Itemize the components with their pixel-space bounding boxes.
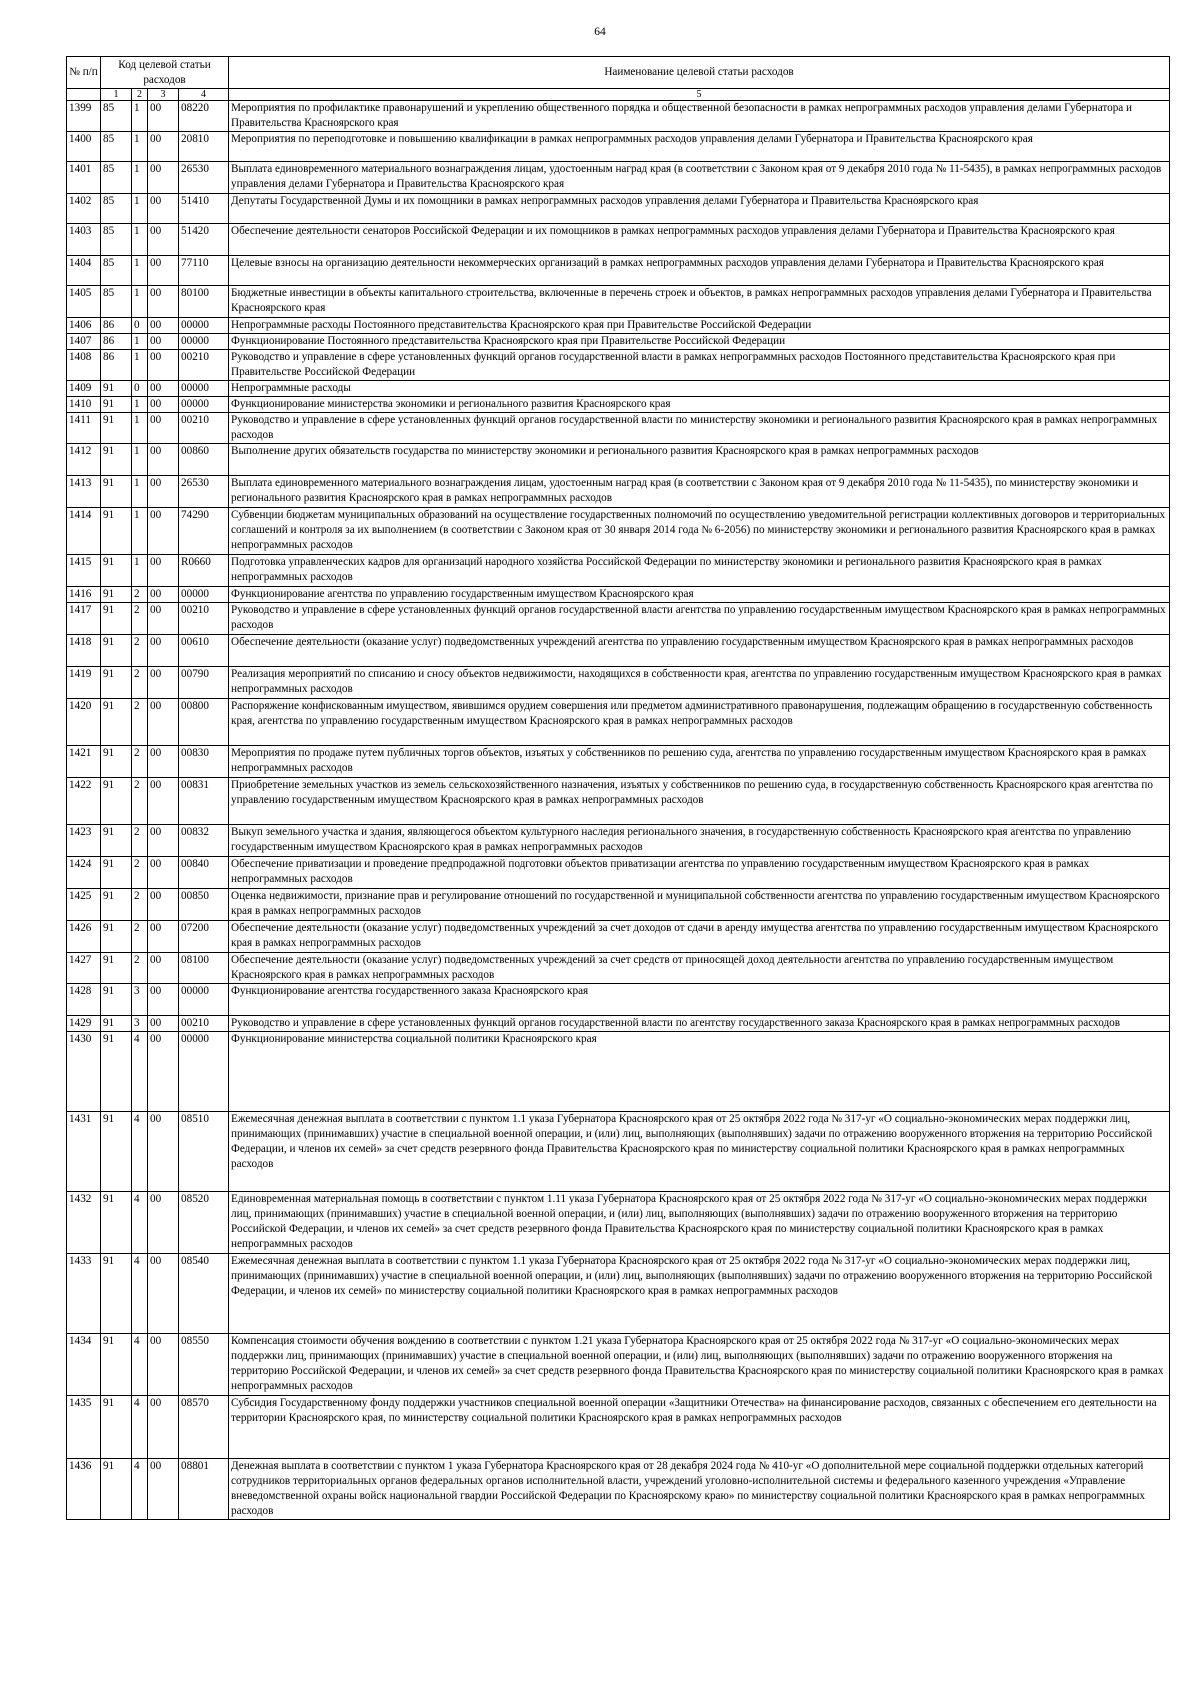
code-part-2: 4	[132, 1254, 148, 1334]
code-part-1: 91	[101, 1032, 132, 1112]
header-colnum-3: 3	[148, 89, 179, 101]
header-colnum-5: 5	[229, 89, 1170, 101]
expense-name: Выполнение других обязательств государства по министерству экономики и регионального развития Красноярского края в рамках непрограммных расходов	[229, 444, 1170, 476]
code-part-1: 91	[101, 397, 132, 413]
row-number: 1407	[67, 334, 101, 350]
row-number: 1420	[67, 699, 101, 746]
row-number: 1434	[67, 1334, 101, 1396]
expense-name: Субсидия Государственному фонду поддержки участников специальной военной операции «Защитники Отечества» на финансирование расходов, связанных с обеспечением его деятельности на территории Красноярского края, по министерству социальной политики Красноярского края в рамках непрограммных расходов	[229, 1396, 1170, 1459]
code-part-4: R0660	[179, 555, 229, 587]
code-part-1: 85	[101, 162, 132, 194]
code-part-1: 91	[101, 1016, 132, 1032]
table-row	[67, 921, 1170, 953]
table-row	[67, 1016, 1170, 1032]
code-part-2: 1	[132, 413, 148, 444]
expense-name: Функционирование министерства экономики и регионального развития Красноярского края	[229, 397, 1170, 413]
expense-name: Обеспечение приватизации и проведение предпродажной подготовки объектов приватизации агентства по управлению государственным имуществом Красноярского края в рамках непрограммных расходов	[229, 857, 1170, 889]
row-number: 1421	[67, 746, 101, 778]
code-part-3: 00	[148, 667, 179, 699]
code-part-3: 00	[148, 1112, 179, 1192]
table-row	[67, 508, 1170, 555]
expense-name: Мероприятия по продаже путем публичных торгов объектов, изъятых у собственников по решению суда, агентства по управлению государственным имуществом Красноярского края в рамках непрограммных расходов	[229, 746, 1170, 778]
code-part-3: 00	[148, 778, 179, 825]
row-number: 1431	[67, 1112, 101, 1192]
code-part-2: 1	[132, 162, 148, 194]
expense-name: Выплата единовременного материального вознаграждения лицам, удостоенным наград края (в соответствии с Законом края от 9 декабря 2010 года № 11-5435), в рамках непрограммных расходов управления делами Губернатора и Правительства Красноярского края	[229, 162, 1170, 194]
expense-name: Оценка недвижимости, признание прав и регулирование отношений по государственной и муниципальной собственности агентства по управлению государственным имуществом Красноярского края в рамках непрограммных расходов	[229, 889, 1170, 921]
row-number: 1400	[67, 132, 101, 162]
expense-name: Депутаты Государственной Думы и их помощники в рамках непрограммных расходов управления делами Губернатора и Правительства Красноярского края	[229, 194, 1170, 224]
table-row	[67, 857, 1170, 889]
code-part-1: 91	[101, 555, 132, 587]
code-part-2: 2	[132, 635, 148, 667]
code-part-3: 00	[148, 318, 179, 334]
code-part-3: 00	[148, 746, 179, 778]
table-row	[67, 1459, 1170, 1520]
row-number: 1417	[67, 603, 101, 635]
table-row	[67, 350, 1170, 381]
expense-name: Субвенции бюджетам муниципальных образований на осуществление государственных полномочий по осуществлению уведомительной регистрации коллективных договоров и территориальных соглашений и контроля за их выполнением (в соответствии с Законом края от 30 января 2014 года № 6-2056) по министерству экономики и регионального развития Красноярского края в рамках непрограммных расходов	[229, 508, 1170, 555]
code-part-2: 1	[132, 555, 148, 587]
table-row	[67, 825, 1170, 857]
table-row	[67, 778, 1170, 825]
code-part-2: 1	[132, 132, 148, 162]
code-part-2: 1	[132, 350, 148, 381]
row-number: 1436	[67, 1459, 101, 1520]
row-number: 1406	[67, 318, 101, 334]
table-row	[67, 953, 1170, 984]
row-number: 1435	[67, 1396, 101, 1459]
table-row	[67, 397, 1170, 413]
code-part-4: 00800	[179, 699, 229, 746]
code-part-2: 1	[132, 397, 148, 413]
expense-name: Руководство и управление в сфере установленных функций органов государственной власти по агентству государственного заказа Красноярского края в рамках непрограммных расходов	[229, 1016, 1170, 1032]
row-number: 1399	[67, 101, 101, 132]
expense-name: Ежемесячная денежная выплата в соответствии с пунктом 1.1 указа Губернатора Красноярского края от 25 октября 2022 года № 317-уг «О социально-экономических мерах поддержки лиц, принимающих (принимавших) участие в специальной военной операции, и (или) лиц, выполняющих (выполнявших) задачи по отражению вооруженного вторжения на территорию Российской Федерации, и членов их семей» по министерству социальной политики Красноярского края в рамках непрограммных расходов	[229, 1254, 1170, 1334]
code-part-4: 00210	[179, 1016, 229, 1032]
expense-name: Компенсация стоимости обучения вождению в соответствии с пунктом 1.21 указа Губернатора Красноярского края от 25 октября 2022 года № 317-уг «О социально-экономических мерах поддержки лиц, принимающих (принимавших) участие в специальной военной операции, и (или) лиц, выполняющих (выполнявших) задачи по отражению вооруженного вторжения на территорию Российской Федерации, и членов их семей» за счет средств резервного фонда Правительства Красноярского края по министерству социальной политики Красноярского края в рамках непрограммных расходов	[229, 1334, 1170, 1396]
code-part-3: 00	[148, 953, 179, 984]
code-part-2: 1	[132, 256, 148, 286]
code-part-4: 08570	[179, 1396, 229, 1459]
code-part-2: 1	[132, 194, 148, 224]
row-number: 1422	[67, 778, 101, 825]
code-part-2: 4	[132, 1396, 148, 1459]
code-part-3: 00	[148, 1334, 179, 1396]
row-number: 1405	[67, 286, 101, 318]
code-part-3: 00	[148, 1254, 179, 1334]
header-colnum-2: 2	[132, 89, 148, 101]
table-row	[67, 256, 1170, 286]
code-part-3: 00	[148, 889, 179, 921]
expense-name: Обеспечение деятельности (оказание услуг) подведомственных учреждений за счет средств от приносящей доход деятельности агентства по управлению государственным имуществом Красноярского края в рамках непрограммных расходов	[229, 953, 1170, 984]
code-part-3: 00	[148, 476, 179, 508]
code-part-1: 91	[101, 857, 132, 889]
code-part-3: 00	[148, 587, 179, 603]
code-part-3: 00	[148, 286, 179, 318]
table-row	[67, 699, 1170, 746]
expense-name: Реализация мероприятий по списанию и сносу объектов недвижимости, находящихся в собственности края, агентства по управлению государственным имуществом Красноярского края в рамках непрограммных расходов	[229, 667, 1170, 699]
row-number: 1416	[67, 587, 101, 603]
code-part-4: 00860	[179, 444, 229, 476]
code-part-4: 00210	[179, 603, 229, 635]
expense-name: Руководство и управление в сфере установленных функций органов государственной власти агентства по управлению государственным имуществом Красноярского края в рамках непрограммных расходов	[229, 603, 1170, 635]
code-part-3: 00	[148, 1192, 179, 1254]
row-number: 1432	[67, 1192, 101, 1254]
code-part-4: 00210	[179, 350, 229, 381]
table-row	[67, 667, 1170, 699]
code-part-1: 91	[101, 984, 132, 1016]
table-row	[67, 381, 1170, 397]
table-row	[67, 132, 1170, 162]
table-row	[67, 746, 1170, 778]
expense-name: Мероприятия по профилактике правонарушений и укреплению общественного порядка и общественной безопасности в рамках непрограммных расходов управления делами Губернатора и Правительства Красноярского края	[229, 101, 1170, 132]
page-number: 64	[594, 26, 606, 38]
code-part-2: 4	[132, 1334, 148, 1396]
code-part-3: 00	[148, 224, 179, 256]
code-part-3: 00	[148, 334, 179, 350]
code-part-3: 00	[148, 413, 179, 444]
table-row	[67, 318, 1170, 334]
code-part-4: 08801	[179, 1459, 229, 1520]
row-number: 1412	[67, 444, 101, 476]
code-part-1: 91	[101, 1254, 132, 1334]
table-row	[67, 635, 1170, 667]
code-part-1: 91	[101, 587, 132, 603]
code-part-3: 00	[148, 555, 179, 587]
code-part-1: 91	[101, 1192, 132, 1254]
code-part-4: 08540	[179, 1254, 229, 1334]
header-code: Код целевой статьи расходов	[101, 57, 229, 89]
row-number: 1427	[67, 953, 101, 984]
code-part-3: 00	[148, 635, 179, 667]
header-colnum-1: 1	[101, 89, 132, 101]
expense-name: Обеспечение деятельности (оказание услуг) подведомственных учреждений агентства по управлению государственным имуществом Красноярского края в рамках непрограммных расходов	[229, 635, 1170, 667]
table-row	[67, 1334, 1170, 1396]
code-part-3: 00	[148, 397, 179, 413]
table-row	[67, 984, 1170, 1016]
code-part-2: 2	[132, 857, 148, 889]
expense-name: Функционирование агентства государственного заказа Красноярского края	[229, 984, 1170, 1016]
table-row	[67, 1192, 1170, 1254]
row-number: 1428	[67, 984, 101, 1016]
header-colnum-4: 4	[179, 89, 229, 101]
budget-table	[66, 56, 1170, 1520]
code-part-3: 00	[148, 857, 179, 889]
code-part-2: 2	[132, 953, 148, 984]
header-column-numbers	[67, 89, 1170, 101]
code-part-2: 1	[132, 334, 148, 350]
expense-name: Функционирование министерства социальной политики Красноярского края	[229, 1032, 1170, 1112]
row-number: 1415	[67, 555, 101, 587]
code-part-2: 2	[132, 699, 148, 746]
row-number: 1402	[67, 194, 101, 224]
code-part-1: 91	[101, 444, 132, 476]
row-number: 1403	[67, 224, 101, 256]
code-part-1: 91	[101, 1396, 132, 1459]
code-part-4: 08510	[179, 1112, 229, 1192]
code-part-2: 3	[132, 984, 148, 1016]
code-part-3: 00	[148, 1016, 179, 1032]
expense-name: Целевые взносы на организацию деятельности некоммерческих организаций в рамках непрограммных расходов управления делами Губернатора и Правительства Красноярского края	[229, 256, 1170, 286]
table-row	[67, 286, 1170, 318]
row-number: 1433	[67, 1254, 101, 1334]
code-part-1: 91	[101, 413, 132, 444]
code-part-2: 3	[132, 1016, 148, 1032]
table-row	[67, 334, 1170, 350]
code-part-2: 2	[132, 603, 148, 635]
row-number: 1425	[67, 889, 101, 921]
table-row	[67, 413, 1170, 444]
code-part-2: 2	[132, 667, 148, 699]
code-part-4: 74290	[179, 508, 229, 555]
header-colnum-0	[67, 89, 101, 101]
row-number: 1408	[67, 350, 101, 381]
table-row	[67, 162, 1170, 194]
code-part-1: 86	[101, 318, 132, 334]
code-part-2: 1	[132, 286, 148, 318]
code-part-4: 00000	[179, 1032, 229, 1112]
code-part-3: 00	[148, 1032, 179, 1112]
header-name: Наименование целевой статьи расходов	[229, 57, 1170, 89]
code-part-1: 91	[101, 778, 132, 825]
code-part-1: 91	[101, 508, 132, 555]
code-part-1: 85	[101, 194, 132, 224]
code-part-2: 0	[132, 318, 148, 334]
code-part-1: 85	[101, 286, 132, 318]
row-number: 1414	[67, 508, 101, 555]
table-body	[67, 101, 1170, 1520]
code-part-2: 1	[132, 476, 148, 508]
expense-name: Руководство и управление в сфере установленных функций органов государственной власти по министерству экономики и регионального развития Красноярского края в рамках непрограммных расходов	[229, 413, 1170, 444]
code-part-1: 86	[101, 334, 132, 350]
code-part-3: 00	[148, 921, 179, 953]
expense-name: Единовременная материальная помощь в соответствии с пунктом 1.11 указа Губернатора Красноярского края от 25 октября 2022 года № 317-уг «О социально-экономических мерах поддержки лиц, принимающих (принимавших) участие в специальной военной операции, и (или) лиц, выполняющих (выполнявших) задачи по отражению вооруженного вторжения на территорию Российской Федерации, и членов их семей» за счет средств резервного фонда Правительства Красноярского края по министерству социальной политики Красноярского края в рамках непрограммных расходов	[229, 1192, 1170, 1254]
code-part-2: 2	[132, 825, 148, 857]
table-row	[67, 476, 1170, 508]
code-part-4: 00000	[179, 587, 229, 603]
code-part-4: 00000	[179, 318, 229, 334]
code-part-4: 08220	[179, 101, 229, 132]
row-number: 1404	[67, 256, 101, 286]
code-part-4: 00790	[179, 667, 229, 699]
code-part-1: 85	[101, 101, 132, 132]
code-part-4: 00210	[179, 413, 229, 444]
code-part-1: 91	[101, 603, 132, 635]
code-part-1: 91	[101, 889, 132, 921]
code-part-4: 08550	[179, 1334, 229, 1396]
code-part-2: 2	[132, 746, 148, 778]
expense-name: Мероприятия по переподготовке и повышению квалификации в рамках непрограммных расходов управления делами Губернатора и Правительства Красноярского края	[229, 132, 1170, 162]
expense-name: Распоряжение конфискованным имуществом, явившимся орудием совершения или предметом административного правонарушения, подлежащим обращению в государственную собственность края, агентства по управлению государственным имуществом Красноярского края в рамках непрограммных расходов	[229, 699, 1170, 746]
code-part-2: 2	[132, 889, 148, 921]
row-number: 1429	[67, 1016, 101, 1032]
code-part-1: 91	[101, 1334, 132, 1396]
code-part-4: 51410	[179, 194, 229, 224]
code-part-1: 91	[101, 1112, 132, 1192]
expense-name: Выкуп земельного участка и здания, являющегося объектом культурного наследия регионального значения, в государственную собственность Красноярского края агентства по управлению государственным имуществом Красноярского края в рамках непрограммных расходов	[229, 825, 1170, 857]
code-part-2: 1	[132, 101, 148, 132]
expense-name: Выплата единовременного материального вознаграждения лицам, удостоенным наград края (в соответствии с Законом края от 9 декабря 2010 года № 11-5435), по министерству экономики и регионального развития Красноярского края в рамках непрограммных расходов	[229, 476, 1170, 508]
table-row	[67, 889, 1170, 921]
code-part-2: 4	[132, 1112, 148, 1192]
code-part-4: 00000	[179, 397, 229, 413]
code-part-1: 91	[101, 921, 132, 953]
code-part-4: 00850	[179, 889, 229, 921]
code-part-4: 26530	[179, 162, 229, 194]
code-part-1: 91	[101, 953, 132, 984]
code-part-4: 00000	[179, 334, 229, 350]
code-part-3: 00	[148, 350, 179, 381]
code-part-2: 4	[132, 1459, 148, 1520]
code-part-4: 00000	[179, 984, 229, 1016]
table-row	[67, 1254, 1170, 1334]
code-part-1: 91	[101, 381, 132, 397]
code-part-1: 91	[101, 667, 132, 699]
row-number: 1410	[67, 397, 101, 413]
row-number: 1430	[67, 1032, 101, 1112]
code-part-2: 2	[132, 778, 148, 825]
code-part-3: 00	[148, 1459, 179, 1520]
code-part-4: 00831	[179, 778, 229, 825]
code-part-2: 4	[132, 1032, 148, 1112]
code-part-2: 1	[132, 224, 148, 256]
row-number: 1401	[67, 162, 101, 194]
expense-name: Функционирование Постоянного представительства Красноярского края при Правительстве Российской Федерации	[229, 334, 1170, 350]
code-part-3: 00	[148, 1396, 179, 1459]
code-part-4: 77110	[179, 256, 229, 286]
code-part-4: 00830	[179, 746, 229, 778]
row-number: 1413	[67, 476, 101, 508]
expense-name: Функционирование агентства по управлению государственным имуществом Красноярского края	[229, 587, 1170, 603]
code-part-2: 1	[132, 508, 148, 555]
code-part-3: 00	[148, 256, 179, 286]
code-part-1: 85	[101, 256, 132, 286]
code-part-4: 00832	[179, 825, 229, 857]
code-part-3: 00	[148, 381, 179, 397]
code-part-1: 91	[101, 699, 132, 746]
expense-name: Приобретение земельных участков из земель сельскохозяйственного назначения, изъятых у собственников по решению суда, в государственную собственность Красноярского края агентства по управлению государственным имуществом Красноярского края в рамках непрограммных расходов	[229, 778, 1170, 825]
code-part-4: 08100	[179, 953, 229, 984]
row-number: 1409	[67, 381, 101, 397]
code-part-1: 91	[101, 1459, 132, 1520]
table-row	[67, 444, 1170, 476]
code-part-2: 4	[132, 1192, 148, 1254]
code-part-2: 2	[132, 587, 148, 603]
code-part-4: 20810	[179, 132, 229, 162]
code-part-4: 08520	[179, 1192, 229, 1254]
code-part-2: 2	[132, 921, 148, 953]
expense-name: Руководство и управление в сфере установленных функций органов государственной власти в рамках непрограммных расходов Постоянного представительства Красноярского края при Правительстве Российской Федерации	[229, 350, 1170, 381]
code-part-4: 00610	[179, 635, 229, 667]
code-part-1: 85	[101, 132, 132, 162]
code-part-1: 91	[101, 635, 132, 667]
expense-name: Непрограммные расходы	[229, 381, 1170, 397]
code-part-3: 00	[148, 825, 179, 857]
expense-name: Обеспечение деятельности (оказание услуг) подведомственных учреждений за счет доходов от сдачи в аренду имущества агентства по управлению государственным имуществом Красноярского края в рамках непрограммных расходов	[229, 921, 1170, 953]
code-part-1: 91	[101, 746, 132, 778]
code-part-2: 0	[132, 381, 148, 397]
expense-name: Денежная выплата в соответствии с пунктом 1 указа Губернатора Красноярского края от 28 декабря 2024 года № 410-уг «О дополнительной мере социальной поддержки отдельных категорий сотрудников территориальных органов федеральных органов исполнительной власти, учреждений уголовно-исполнительной системы и федерального казенного учреждения «Управление вневедомственной охраны войск национальной гвардии Российской Федерации по Красноярскому краю» по министерству социальной политики Красноярского края в рамках непрограммных расходов	[229, 1459, 1170, 1520]
table-row	[67, 101, 1170, 132]
expense-name: Подготовка управленческих кадров для организаций народного хозяйства Российской Федерации по министерству экономики и регионального развития Красноярского края в рамках непрограммных расходов	[229, 555, 1170, 587]
code-part-3: 00	[148, 444, 179, 476]
code-part-4: 51420	[179, 224, 229, 256]
row-number: 1411	[67, 413, 101, 444]
row-number: 1419	[67, 667, 101, 699]
code-part-4: 07200	[179, 921, 229, 953]
header-num: № п/п	[67, 57, 101, 89]
code-part-4: 00000	[179, 381, 229, 397]
code-part-2: 1	[132, 444, 148, 476]
code-part-3: 00	[148, 984, 179, 1016]
table-row	[67, 587, 1170, 603]
table-row	[67, 603, 1170, 635]
code-part-3: 00	[148, 699, 179, 746]
table-row	[67, 555, 1170, 587]
code-part-4: 80100	[179, 286, 229, 318]
code-part-4: 00840	[179, 857, 229, 889]
row-number: 1424	[67, 857, 101, 889]
code-part-3: 00	[148, 508, 179, 555]
table-row	[67, 1112, 1170, 1192]
expense-name: Обеспечение деятельности сенаторов Российской Федерации и их помощников в рамках непрограммных расходов управления делами Губернатора и Правительства Красноярского края	[229, 224, 1170, 256]
code-part-1: 91	[101, 825, 132, 857]
table-row	[67, 1396, 1170, 1459]
table-header	[67, 57, 1170, 101]
code-part-1: 86	[101, 350, 132, 381]
code-part-3: 00	[148, 194, 179, 224]
code-part-1: 85	[101, 224, 132, 256]
code-part-3: 00	[148, 603, 179, 635]
code-part-3: 00	[148, 162, 179, 194]
table-row	[67, 1032, 1170, 1112]
code-part-4: 26530	[179, 476, 229, 508]
expense-name: Непрограммные расходы Постоянного представительства Красноярского края при Правительстве Российской Федерации	[229, 318, 1170, 334]
row-number: 1418	[67, 635, 101, 667]
code-part-1: 91	[101, 476, 132, 508]
table-row	[67, 224, 1170, 256]
expense-name: Ежемесячная денежная выплата в соответствии с пунктом 1.1 указа Губернатора Красноярского края от 25 октября 2022 года № 317-уг «О социально-экономических мерах поддержки лиц, принимающих (принимавших) участие в специальной военной операции, и (или) лиц, выполняющих (выполнявших) задачи по отражению вооруженного вторжения на территорию Российской Федерации, и членов их семей» за счет средств резервного фонда Правительства Красноярского края по министерству социальной политики Красноярского края в рамках непрограммных расходов	[229, 1112, 1170, 1192]
row-number: 1426	[67, 921, 101, 953]
code-part-3: 00	[148, 101, 179, 132]
row-number: 1423	[67, 825, 101, 857]
expense-name: Бюджетные инвестиции в объекты капитального строительства, включенные в перечень строек и объектов, в рамках непрограммных расходов управления делами Губернатора и Правительства Красноярского края	[229, 286, 1170, 318]
table-row	[67, 194, 1170, 224]
code-part-3: 00	[148, 132, 179, 162]
